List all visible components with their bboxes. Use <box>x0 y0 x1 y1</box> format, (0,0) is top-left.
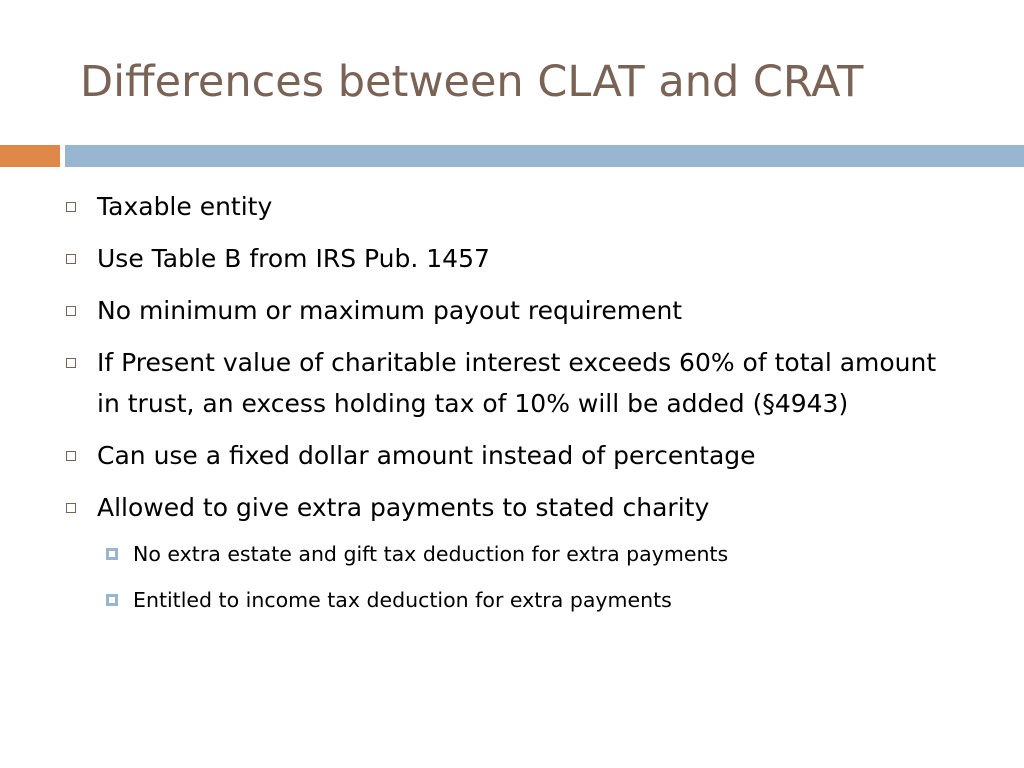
sub-bullet-item <box>0 585 1024 615</box>
bullet-list <box>0 186 1024 631</box>
title-divider-bar <box>65 145 1024 167</box>
hollow-square-bullet-icon <box>66 306 76 316</box>
slide-title: Differences between CLAT and CRAT <box>80 57 864 107</box>
sub-bullet-text: No extra estate and gift tax deduction for extra payments <box>133 542 729 566</box>
hollow-square-bullet-icon <box>66 503 76 513</box>
filled-square-bullet-icon <box>106 594 118 606</box>
bullet-text: If Present value of charitable interest exceeds 60% of total amount in trust, an excess holding tax of 10% will be added (§4943) <box>97 348 937 418</box>
bullet-item <box>0 435 1024 476</box>
bullet-item <box>0 186 1024 227</box>
sub-bullet-text: Entitled to income tax deduction for extra payments <box>133 588 672 612</box>
hollow-square-bullet-icon <box>66 254 76 264</box>
bullet-text: Can use a fixed dollar amount instead of percentage <box>97 441 756 470</box>
bullet-text: Taxable entity <box>97 192 273 221</box>
hollow-square-bullet-icon <box>66 202 76 212</box>
bullet-item <box>0 342 1024 424</box>
bullet-text: Allowed to give extra payments to stated charity <box>97 493 710 522</box>
hollow-square-bullet-icon <box>66 451 76 461</box>
sub-bullet-item <box>0 539 1024 569</box>
bullet-item <box>0 487 1024 528</box>
bullet-item <box>0 238 1024 279</box>
hollow-square-bullet-icon <box>66 358 76 368</box>
bullet-text: Use Table B from IRS Pub. 1457 <box>97 244 490 273</box>
bullet-item <box>0 290 1024 331</box>
filled-square-bullet-icon <box>106 548 118 560</box>
title-accent-bar <box>0 145 60 167</box>
bullet-text: No minimum or maximum payout requirement <box>97 296 683 325</box>
